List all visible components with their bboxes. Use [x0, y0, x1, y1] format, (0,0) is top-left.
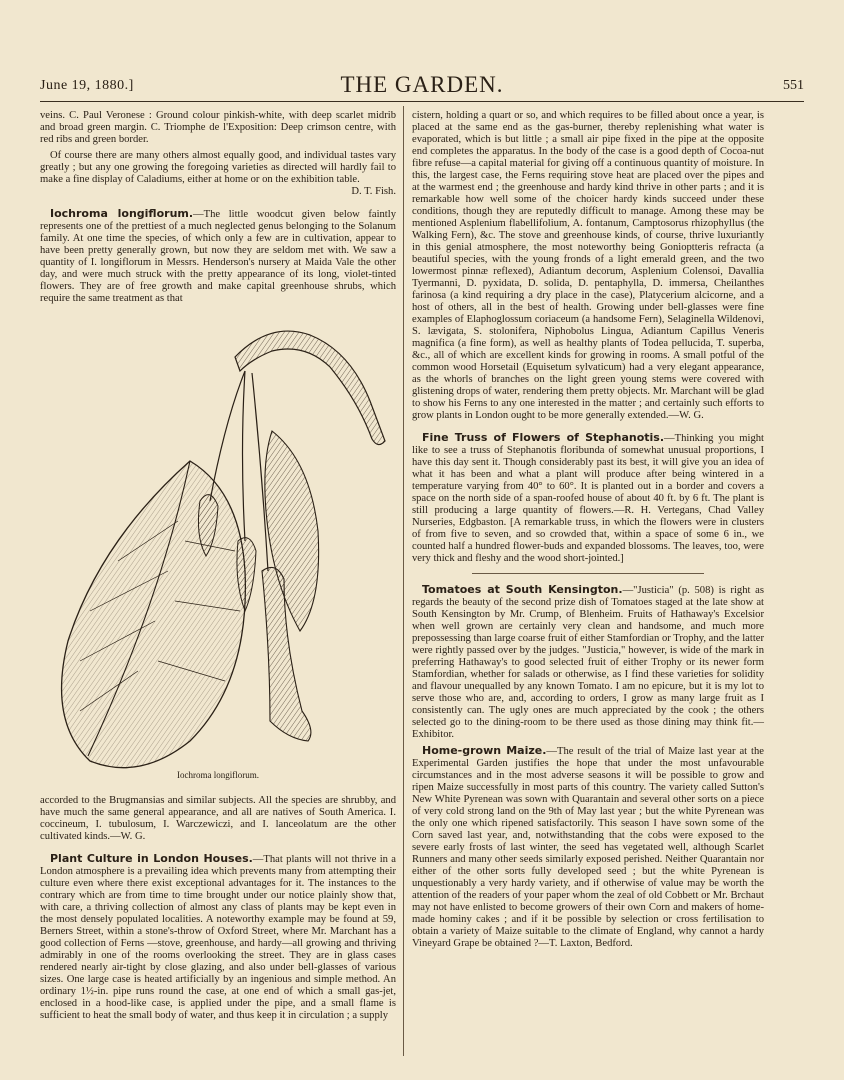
figure-caption: Iochroma longiflorum.	[177, 770, 259, 780]
caladium-conclusion-text	[40, 150, 396, 198]
maize-heading: Home-grown Maize.	[422, 744, 547, 757]
header-rule	[40, 101, 804, 102]
column-divider	[403, 106, 404, 1056]
plant-culture-heading: Plant Culture in London Houses.	[50, 852, 253, 865]
plant-culture-article	[40, 853, 396, 1022]
caladium-varieties-text: veins. C. Paul Veronese : Ground colour pinkish-white, with deep scarlet midrib and broad green margin. C. Triomphe de l'Exposition: Deep crimson centre, with red ribs and green border.	[40, 110, 396, 145]
stephanotis-article	[412, 432, 764, 565]
tomatoes-text: —"Justicia" (p. 508) is right as regards the beauty of the second prize dish of Tomatoes staged at the late show at South Kensington by Mr. Crump, of Blenheim. Fruits of Hathaway's Excelsior when well grown are certainly very clean and handsome, and much more prepossessing than large coarse fruit of either Stamfordian or Trophy, and the latter were rightly passed over by the judges. "Justicia," however, is wide of the mark in preferring Hathaway's to good selected fruit of either Trophy or its newer form Stamfordian, whether for salads or otherwise, as I find these varieties for solidity and flavour unequalled by any known Tomato. I am no epicure, but it is my lot to serve those who are, and, according to orders, I grow as many large fruit as I consistently can. The ugly ones are much appreciated by the cook ; the others selected go to the dining-room to be there used as those dining may think fit.—Exhibitor.	[412, 585, 764, 740]
flower-stalk	[210, 371, 245, 501]
maize-article	[412, 745, 764, 950]
masthead-title: THE GARDEN.	[340, 72, 504, 97]
maize-text: —The result of the trial of Maize last year at the Experimental Garden justifies the hope that under the most unfavourable circumstances and in the most adverse seasons it will be possible to grow and ripen Maize successfully in most parts of this country. The variety called Sutton's New White Pyrenean was sown with Quarantain and several other sorts on a piece of very cold strong land on the 9th of May last year ; but the white Pyrenean was the only one which ripened satisfactorily. This season I have sown some of the Corn saved last year, and, notwithstanding that the cobs were exposed to the severe early frosts of last winter, the seed has vegetated well, although Scarlet Runners and many other seeds similarly exposed perished. Neither Quarantain nor either of the other sorts fully developed seed ; but the white Pyrenean is unquestionably a very hardy variety, and if otherwise of value may be worth the attention of the readers of your paper whom the zeal of old Cobbett or Mr. Brchaut may not have enlisted to become growers of their own Corn and makers of home-made hominy cakes ; and if it be possible by selection or cross fertilisation to obtain a variety of Maize suitable to the climate of England, why cannot a hardy Vineyard Grape be obtained ?—T. Laxton, Bedford.	[412, 746, 764, 949]
iochroma-article	[40, 208, 396, 305]
caladium-conclusion-body: Of course there are many others almost equally good, and individual tastes vary greatly ; but any one growing the foregoing varieties as directed will hardly fail to make a fine display of Caladiums, either at home or on the exhibition table.	[40, 150, 396, 185]
tomatoes-article	[412, 584, 764, 741]
iochroma-woodcut-figure	[40, 311, 396, 791]
page-number: 551	[783, 78, 804, 93]
flower-stalk	[243, 371, 246, 541]
right-column	[412, 110, 764, 954]
caladium-signature: D. T. Fish.	[351, 186, 396, 197]
plant-culture-text: —That plants will not thrive in a London atmosphere is a prevailing idea which prevents many from attempting their culture even where there exist exceptional advantages for it. The instances to the contrary which are from time to time brought under our notice plainly show that, with care, a thriving collection of almost any class of plants may be kept even in the most densely populated localities. A noteworthy example may be found at 59, Berners Street, within a stone's-throw of Oxford Street, where Mr. Marchant has a good collection of Ferns —stove, greenhouse, and hardy—all growing and thriving admirably in one of the rooms overlooking the street. They are in glass cases rendered nearly air-tight by close glazing, and also under bell-glasses of various sizes. One large case is heated artificially by an ingenious and simple method. An ordinary 1½-in. pipe runs round the case, at one end of which a small gas-jet, enclosed in a hood-like case, is applied under the pipe, and a small flame is sufficient to heat the small body of water, and thus keep it in circulation ; a supply	[40, 854, 397, 1021]
iochroma-continuation: accorded to the Brugmansias and similar subjects. All the species are shrubby, and have much the same general appearance, and all are natives of South America. I. coccineum, I. tubulosum, I. Warczewiczi, and I. lanceolatum are the other cultivated kinds.—W. G.	[40, 795, 396, 842]
iochroma-heading: Iochroma longiflorum.	[50, 207, 194, 220]
tomatoes-heading: Tomatoes at South Kensington.	[422, 583, 623, 596]
stephanotis-text: —Thinking you might like to see a truss of Stephanotis floribunda of somewhat unusual proportions, I have this day sent it. Though considerably past its best, it will give you an idea of what it has been and what a plant will produce after being wintered in a temperature varying from 40° to 60°. It is planted out in a border and covers a space on the north side of a span-roofed house of about 40 ft. by 6 ft. The plant is still producing a large quantity of flowers.—R. H. Vertegans, Chad Valley Nurseries, Edgbaston. [A remarkable truss, in which the flowers were in clusters of from five to seven, and so crowded that, within a space of some 6 in., we counted half a hundred flower-buds and expanded blossoms. The leaves, too, were very thick and fleshy and the wood short-jointed.]	[412, 433, 765, 564]
issue-date: June 19, 1880.]	[40, 78, 134, 93]
page-header	[40, 72, 804, 100]
left-column	[40, 110, 396, 1026]
plant-culture-continuation: cistern, holding a quart or so, and which requires to be filled about once a year, is placed at the same end as the gas-burner, thereby replenishing what water is evaporated, which is but little ; a small air pipe fixed in the pipe at the opposite end completes the apparatus. In the body of the case is a good depth of Cocoa-nut fibre refuse—a capital material for giving off a continuous quantity of moisture. In this, the largest case, the Ferns requiring stove heat are placed over the pipes and at the warmest end ; the greenhouse and hardy kind thrive in other parts ; and it is remarkable how well some of the choicer hardy kinds succeed under these conditions, though they are reputedly difficult to manage. Among these may be mentioned Asplenium flabellifolium, A. fontanum, Camptosorus rhizophyllus (the Walking Fern), &c. The stove and greenhouse kinds, of course, thrive luxuriantly in this genial atmosphere, the most noteworthy being Gonioptteris refracta (a beautiful species, with the young fronds of a light emerald green, and the two lowermost pinnæ reflexed), Adiantum decorum, Asplenium Colensoi, Davallia Tyermanni, D. pyxidata, D. solida, D. pentaphylla, D. immersa, Cheilanthes farinosa (a kind requiring a dry place in the case), Platycerium alcicorne, and a host of others, all in the best of health. Growing under bell-glasses were fine examples of Elaphoglossum coriaceum (a handsome Fern), Selaginella Wildenovi, S. lævigata, S. stolonifera, Niphobolus Lingua, Adiantum Capillus Veneris magnifica (a fine form), as well as healthy plants of Todea pellucida, T. superba, &c., all of which are excellent kinds for growing in rooms. A small potful of the common wood Horsetail (Equisetum sylvaticum) had a very elegant appearance, as the whorls of branches on the light green young stems were covered with glistening drops of water, rendering them pretty objects. Mr. Marchant will be glad to show his Ferns to any one interested in the matter ; and certainly such efforts to grow plants in London ought to be more generally extended.—W. G.	[412, 110, 764, 421]
article-separator	[472, 573, 704, 574]
iochroma-illustration	[40, 311, 396, 791]
iochroma-text: —The little woodcut given below faintly represents one of the prettiest of a much neglected genus belonging to the Solanum family. At one time the species, of which only a few are in cultivation, appear to have been pretty generally grown, but now they are seldom met with. We saw a quantity of I. longiflorum in Messrs. Henderson's nursery at Maida Vale the other day, and were much struck with the pretty appearance of its long, violet-tinted flowers. They are of free growth and make capital greenhouse shrubs, which require the same treatment as that	[40, 209, 396, 304]
stephanotis-heading: Fine Truss of Flowers of Stephanotis.	[422, 431, 665, 444]
